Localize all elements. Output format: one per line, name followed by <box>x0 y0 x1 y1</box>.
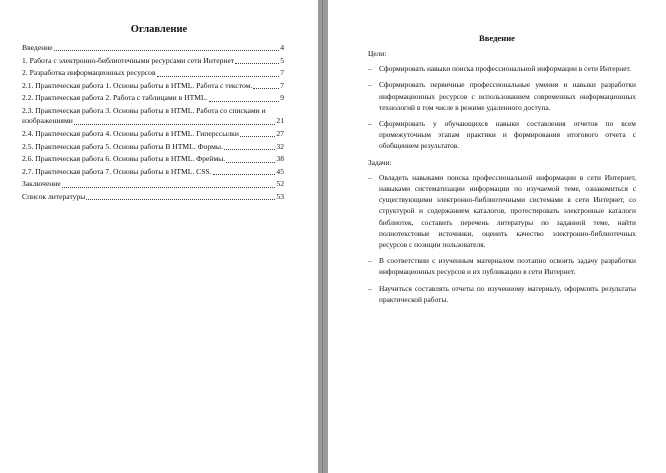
toc-entry[interactable]: 2.6. Практическая работа 6. Основы работы в HTML. Фреймы. 38 <box>22 154 284 164</box>
dash-bullet: – <box>368 64 372 74</box>
toc-entry[interactable]: 2.3. Практическая работа 3. Основы работы в HTML. Работа со списками и изображениями 21 <box>22 105 284 126</box>
dash-bullet: – <box>368 119 372 129</box>
toc-entry[interactable]: 1. Работа с электронно-библиотечными ресурсами сети Интернет 5 <box>22 55 284 65</box>
page-gutter <box>318 0 328 473</box>
intro-body <box>368 48 636 310</box>
toc-entry[interactable]: 2.4. Практическая работа 4. Основы работы в HTML. Гиперссылки 27 <box>22 128 284 138</box>
list-item: – Научиться составлять отчеты по изученному материалу, оформлять результаты практической работы. <box>368 283 636 304</box>
list-item: – Сформировать первичные профессиональные умения и навыки разработки информационных ресурсов с использованием современных информационных технологий в том числе в режиме удаленного доступа. <box>368 80 636 112</box>
dash-bullet: – <box>368 256 372 266</box>
list-item: – Сформировать у обучающихся навыки составления отчетов по всем промежуточным этапам практики и формирования итогового отчета с обобщением результатов. <box>368 119 636 151</box>
toc-entry[interactable]: 2.5. Практическая работа 5. Основы работы В HTML. Формы. 32 <box>22 141 284 151</box>
list-item: – Сформировать навыки поиска профессиональной информации в сети Интернет. <box>368 64 632 74</box>
toc-entry[interactable]: 2.7. Практическая работа 7. Основы работы в HTML. CSS. 45 <box>22 166 284 176</box>
toc-entry[interactable]: 2.1. Практическая работа 1. Основы работы в HTML. Работа с текстом. 7 <box>22 80 284 90</box>
gutter-divider <box>322 0 323 473</box>
toc-title: Оглавление <box>130 24 188 35</box>
list-item: – В соответствии с изученным материалом поэтапно освоить задачу разработки информационных ресурсов и их публикацию в сети Интернет. <box>368 256 636 277</box>
toc-entry[interactable]: Заключение 52 <box>22 179 284 189</box>
list-item: – Овладеть навыками поиска профессиональной информации в сети Интернет, навыками систематизации информации по изучаемой теме, ознакомиться с существующими электронно-библиотечными системами в сети Интернет, со структурой и содержанием каталогов, протестировать электронные каталоги библиотек, составить перечень литературы по заданной теме, найти полнотекстовые источники, оценить качество электронно-библиотечных ресурсов с позиции пользователя. <box>368 172 636 250</box>
toc-entry[interactable]: Введение 4 <box>22 43 284 52</box>
toc-entry[interactable]: Список литературы 53 <box>22 191 284 201</box>
dash-bullet: – <box>368 172 372 182</box>
dash-bullet: – <box>368 80 372 90</box>
table-of-contents <box>22 43 284 205</box>
goals-label: Цели: <box>368 49 387 58</box>
toc-entry[interactable]: 2.2. Практическая работа 2. Работа с таблицами в HTML. 9 <box>22 93 284 103</box>
intro-title: Введение <box>479 33 515 43</box>
toc-entry[interactable]: 2. Разработка информационных ресурсов 7 <box>22 68 284 78</box>
dash-bullet: – <box>368 283 372 293</box>
tasks-label: Задачи: <box>368 157 392 167</box>
